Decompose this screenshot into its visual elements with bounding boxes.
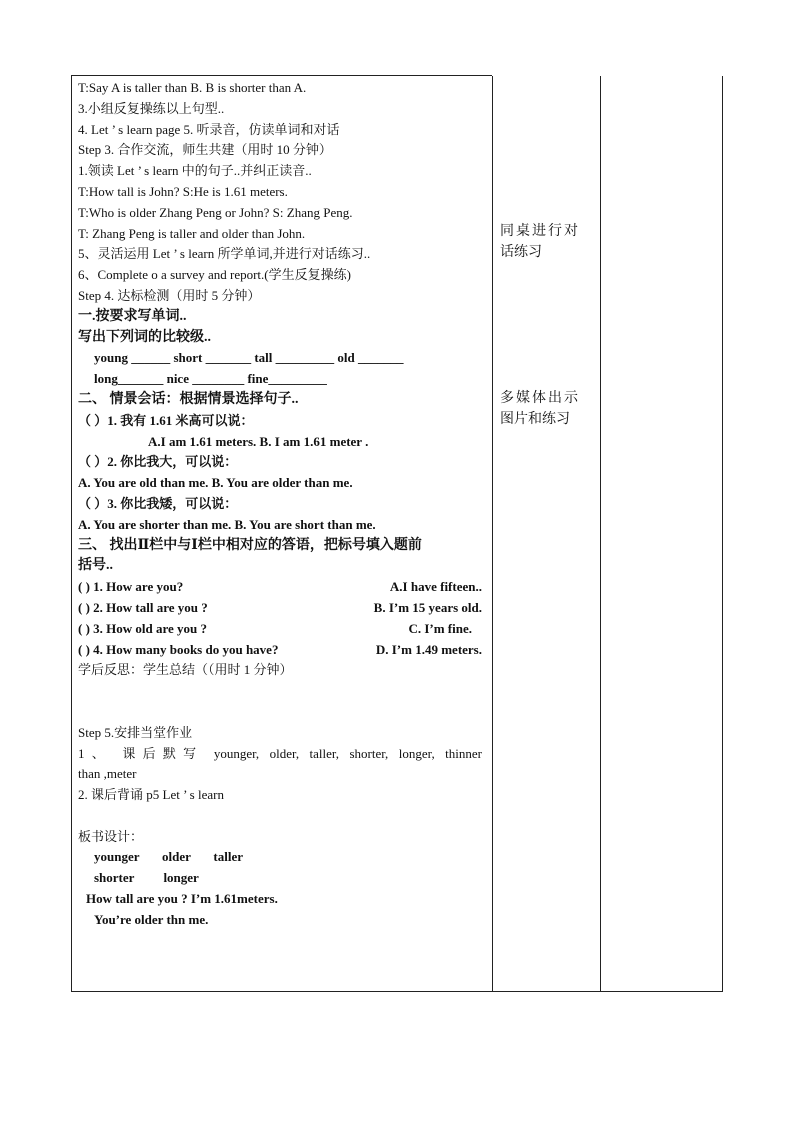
- match-answer: A.I have fifteen..: [389, 579, 482, 595]
- step-line: T: Zhang Peng is taller and older than John.: [78, 225, 306, 241]
- note-line: 多媒体出示: [500, 391, 580, 406]
- test-part1-title: 一.按要求写单词..: [78, 308, 187, 324]
- step-line: Step 4. 达标检测（用时 5 分钟）: [78, 287, 261, 303]
- teaching-process-column: [78, 78, 482, 931]
- match-row: [78, 640, 482, 661]
- comparative-words-row: young ______ short _______ tall _________ old _______: [94, 350, 404, 366]
- note-line: 话练习: [500, 245, 542, 260]
- test-part3-title: 三、 找出Ⅱ栏中与Ⅰ栏中相对应的答语，把标号填入题前: [78, 537, 422, 553]
- reflection-line: 学后反思：学生总结（（用时 1 分钟）: [78, 662, 293, 678]
- homework-item-2: 2. 课后背诵 p5 Let ’ s learn: [78, 787, 224, 803]
- design-note-multimedia: [500, 388, 594, 430]
- note-line: 同桌进行对: [500, 224, 580, 239]
- step-line: T:Say A is taller than B. B is shorter than A.: [78, 80, 307, 95]
- test-part1-subtitle: 写出下列词的比较级..: [78, 329, 211, 345]
- match-answer: B. I’m 15 years old.: [373, 599, 482, 615]
- board-row: shorter longer: [94, 870, 199, 886]
- step-line: 6、Complete o a survey and report.(学生反复操练): [78, 267, 351, 283]
- match-question: ( ) 3. How old are you ?: [78, 620, 208, 636]
- step-line: Step 3. 合作交流，师生共建（用时 10 分钟）: [78, 142, 332, 158]
- question-3-options: A. You are shorter than me. B. You are short than me.: [78, 516, 376, 532]
- board-row: younger older taller: [94, 849, 244, 865]
- match-question: ( ) 2. How tall are you ?: [78, 599, 208, 615]
- board-row: How tall are you ? I’m 1.61meters.: [86, 891, 278, 907]
- homework-title: Step 5.安排当堂作业: [78, 724, 193, 740]
- question-3: （ ）3. 你比我矮，可以说：: [78, 495, 238, 511]
- step-line: 1.领读 Let ’ s learn 中的句子..并纠正读音..: [78, 163, 312, 179]
- match-row: [78, 577, 482, 598]
- question-1-options: A.I am 1.61 meters. B. I am 1.61 meter .: [148, 433, 369, 449]
- board-design-title: 板书设计：: [78, 828, 144, 844]
- question-1: （ ）1. 我有 1.61 米高可以说：: [78, 412, 254, 428]
- design-note-pair-practice: [500, 221, 594, 263]
- board-row: You’re older thn me.: [94, 911, 209, 927]
- step-line: 3.小组反复操练以上句型..: [78, 100, 225, 116]
- match-answer: D. I’m 1.49 meters.: [375, 641, 482, 657]
- question-2: （ ）2. 你比我大，可以说：: [78, 454, 238, 470]
- comparative-words-row: long_______ nice ________ fine_________: [94, 371, 327, 387]
- column-divider-2: [600, 76, 601, 991]
- homework-item-1-cont: than ,meter: [78, 766, 137, 782]
- step-line: T:Who is older Zhang Peng or John? S: Zhang Peng.: [78, 204, 353, 220]
- match-question: ( ) 4. How many books do you have?: [78, 641, 279, 657]
- step-line: 5、灵活运用 Let ’ s learn 所学单词,并进行对话练习..: [78, 246, 371, 262]
- test-part3-title-cont: 括号..: [78, 558, 113, 574]
- match-question: ( ) 1. How are you?: [78, 579, 184, 595]
- match-row: [78, 619, 482, 640]
- question-2-options: A. You are old than me. B. You are older than me.: [78, 475, 353, 491]
- match-answer: C. I’m fine.: [408, 620, 472, 636]
- step-line: T:How tall is John? S:He is 1.61 meters.: [78, 183, 288, 199]
- column-divider-1: [492, 76, 493, 991]
- homework-item-1: 1、 课后默写 younger, older, taller, shorter, longer, thinner: [78, 745, 482, 761]
- match-row: [78, 598, 482, 619]
- test-part2-title: 二、 情景会话：根据情景选择句子..: [78, 391, 299, 407]
- note-line: 图片和练习: [500, 412, 570, 427]
- step-line: 4. Let ’ s learn page 5. 听录音，仿读单词和对话: [78, 121, 340, 137]
